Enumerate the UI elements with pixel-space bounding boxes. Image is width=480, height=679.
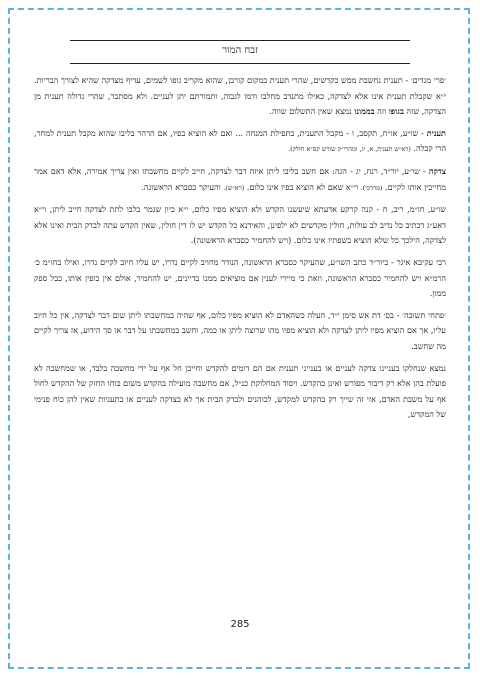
- page-number: 285: [230, 619, 250, 630]
- text-run: נמצא שנחלקו בעניינו צדקה לעניים או בענייני תענית אם הם דומים להקדש וחייבן חל אף על ידי מחשבה בלבד, או שמחשבה לא פועלת בהן אלא רק דיבור מפורש ואינן כהקדש. ויסוד המחלוקת כנ״ל, אם מחשבה מועילה בהקדש משום כוחו החזק של ההקדש לחול אף על משבת האדם, אזי זה שייך רק בהקדש למקדש, לכוהנים ולבדק הבית אך לא בצדקה לעניים או בתעניות שאין להן כוח פנימי של המקדש,: [34, 362, 446, 420]
- source-citation: (רא״ש תענית, א, יג, ומהרי״ק שורש קס״א חולק).: [288, 145, 411, 154]
- paragraph-taanit: [34, 126, 446, 158]
- text-run: ׳פתחי תשובה׳ - בס׳ דת אש סימן י״ד, העלה כשהאדם לא הוציא מפיו כלום, אף שהיה במחשבתו ליתן שום דבר לצדקה, אין כל חיוב עליו, אך אם הוציא מפיו ליתן לצדקה ולא הוציא מפיו מהו שרוצה ליתן או כמה, וחשב במחשבתו על דבר או סך הידוע, אז צריך לקיים מה שחשב.: [34, 309, 446, 351]
- paragraph-pitchei-teshuva: [34, 308, 446, 355]
- text-run: שו״ע, חו״מ, ריב, ח - קנה קרקע אדעתא שיעשנו הקדש ולא הוציא מפיו כלום, י״א כיון שגמר בלבו לתת לצדקה חייב ליתן, וי״א דאע״ג דכתיב כל נדיב לב עולות, חולין מקדשים לא ילפינן, והאידנא כל הקדש יש לו דין חולין, שאין הקדש עתה לבדק הבית ואינו אלא לצדקה, הילכך כל שלא הוציא בשפתיו אינו כלום. (ויש להחמיר כסברא הראשונה).: [34, 204, 446, 246]
- paragraph-rabbi-akiva-eiger: [34, 255, 446, 302]
- source-citation: (מרדכי).: [360, 183, 383, 192]
- paragraph-tzedaka: [34, 164, 446, 196]
- text-run: והעיקר כסברא הראשונה.: [141, 181, 224, 192]
- bold-term: צדקה: [428, 165, 446, 176]
- paragraph-conclusion: [34, 361, 446, 423]
- text-run: ׳פרי מגדים׳ - תענית נחשבת ממש כקדשים, שהרי תענית במקום קורבן, שהוא מקריב גופו לשמים, עדיף מצדקה שהיא לצורך הבריות. י״א שקבלת תענית אינו אלא לצדקה, כאילו מתנדב מחלבו ודמו לגבוה, ותמורתם יתן לעניים. ולא מסתבר, שהרי גדולה תענית מן הצדקה, שזה: [34, 75, 446, 117]
- text-run: וזה: [374, 106, 389, 117]
- header-title: זבח המור: [222, 45, 258, 56]
- running-header: [70, 40, 410, 64]
- text-run: וי״א שאם לא הוציא בפיו אינו כלום.: [244, 181, 361, 192]
- page-body: [34, 73, 446, 429]
- bold-term: תענית: [426, 127, 446, 138]
- text-run: נמצא שאין התשלום שווה.: [269, 106, 355, 117]
- text-run: - שו״ע, או״ח, תקסב, ו - מקבל התענית, בתפילת המנחה ... ואם לא הוציא בפיו, אם הרהר בליבו שהוא מקבל תענית למחר, הרי קבלה.: [34, 127, 446, 154]
- bold-term: בגופו: [388, 106, 404, 117]
- source-citation: (רא״ש).: [223, 183, 245, 192]
- text-run: רבי עקיבא איגר - ביור״ד כתב השו״ע, שהעיקר כסברא הראשונה, הנודר מחויב לקיים נדרו, יש עליו חיוב לקיים נדרו, ואילו בחו״מ כ׳ הרמ״א ויש להחמיר כסברא הראשונה, וזאת כי מיירי לענין אם מוציאים ממנו בדיינים, יש להחמיר, אולם אין כופין אותו, כבל ספק ממון.: [34, 256, 446, 299]
- paragraph-choshen-mishpat: [34, 202, 446, 249]
- paragraph-pri-megadim: [34, 73, 446, 120]
- bold-term: בממונו: [354, 106, 375, 117]
- text-run: - שו״ע, יור״ד, רנח, יג - הגה: אם חשב בליבו ליתן איזה דבר לצדקה, חייב לקיים מחשבתו ואין צריך אמירה, אלא דאם אמר מחייבין אותו לקיים.: [34, 165, 446, 192]
